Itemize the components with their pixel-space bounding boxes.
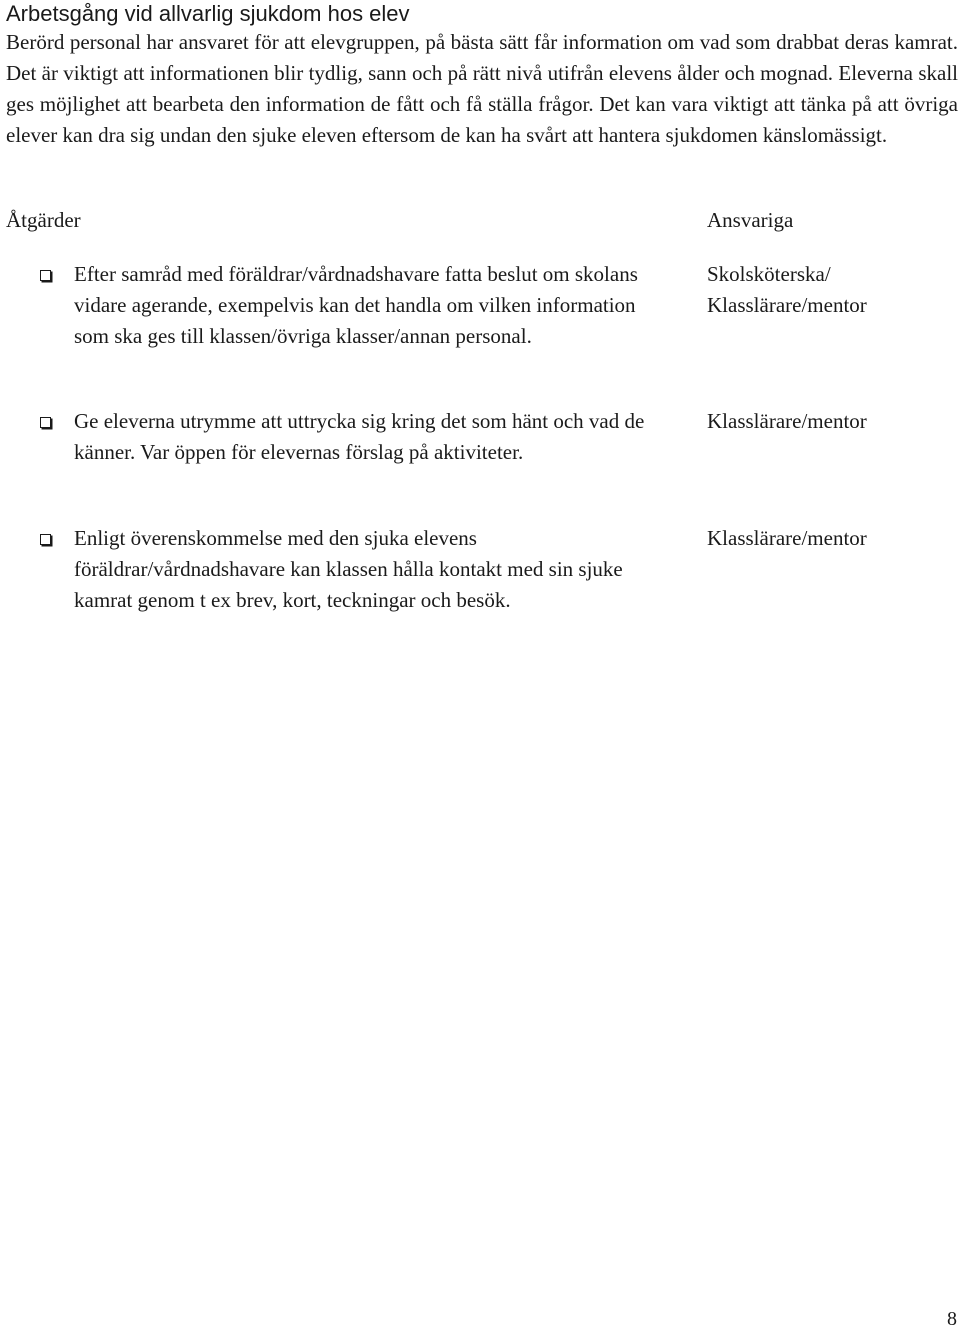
- action-responsible: Klasslärare/mentor: [707, 526, 867, 550]
- intro-paragraph: Berörd personal har ansvaret för att elevgruppen, på bästa sätt får information om vad som drabbat deras kamrat. Det är viktigt att informationen blir tydlig, sann och på rätt nivå utifrån elevens ålder och mognad. Eleverna skall ges möjlighet att bearbeta den information de fått och få ställa frågor. Det kan vara viktigt att tänka på att övriga elever kan dra sig undan den sjuke eleven eftersom de kan ha svårt att hantera sjukdomen känslomässigt.: [6, 30, 958, 147]
- actions-column-header: Åtgärder: [6, 208, 81, 232]
- page-title: Arbetsgång vid allvarlig sjukdom hos elev: [6, 1, 410, 26]
- checkbox-icon: [40, 534, 51, 545]
- action-responsible: Skolsköterska/ Klasslärare/mentor: [707, 262, 867, 317]
- action-responsible: Klasslärare/mentor: [707, 409, 867, 433]
- action-text: Enligt överenskommelse med den sjuka elevens föräldrar/vårdnadshavare kan klassen hålla kontakt med sin sjuke kamrat genom t ex brev, kort, teckningar och besök.: [74, 526, 623, 612]
- checkbox-icon: [40, 270, 51, 281]
- checkbox-icon: [40, 417, 51, 428]
- page-number: 8: [947, 1308, 957, 1330]
- responsible-column-header: Ansvariga: [707, 208, 794, 232]
- action-text: Efter samråd med föräldrar/vårdnadshavare fatta beslut om skolans vidare agerande, exempelvis kan det handla om vilken information som ska ges till klassen/övriga klasser/annan personal.: [74, 262, 638, 348]
- action-text: Ge eleverna utrymme att uttrycka sig kring det som hänt och vad de känner. Var öppen för elevernas förslag på aktiviteter.: [74, 409, 645, 464]
